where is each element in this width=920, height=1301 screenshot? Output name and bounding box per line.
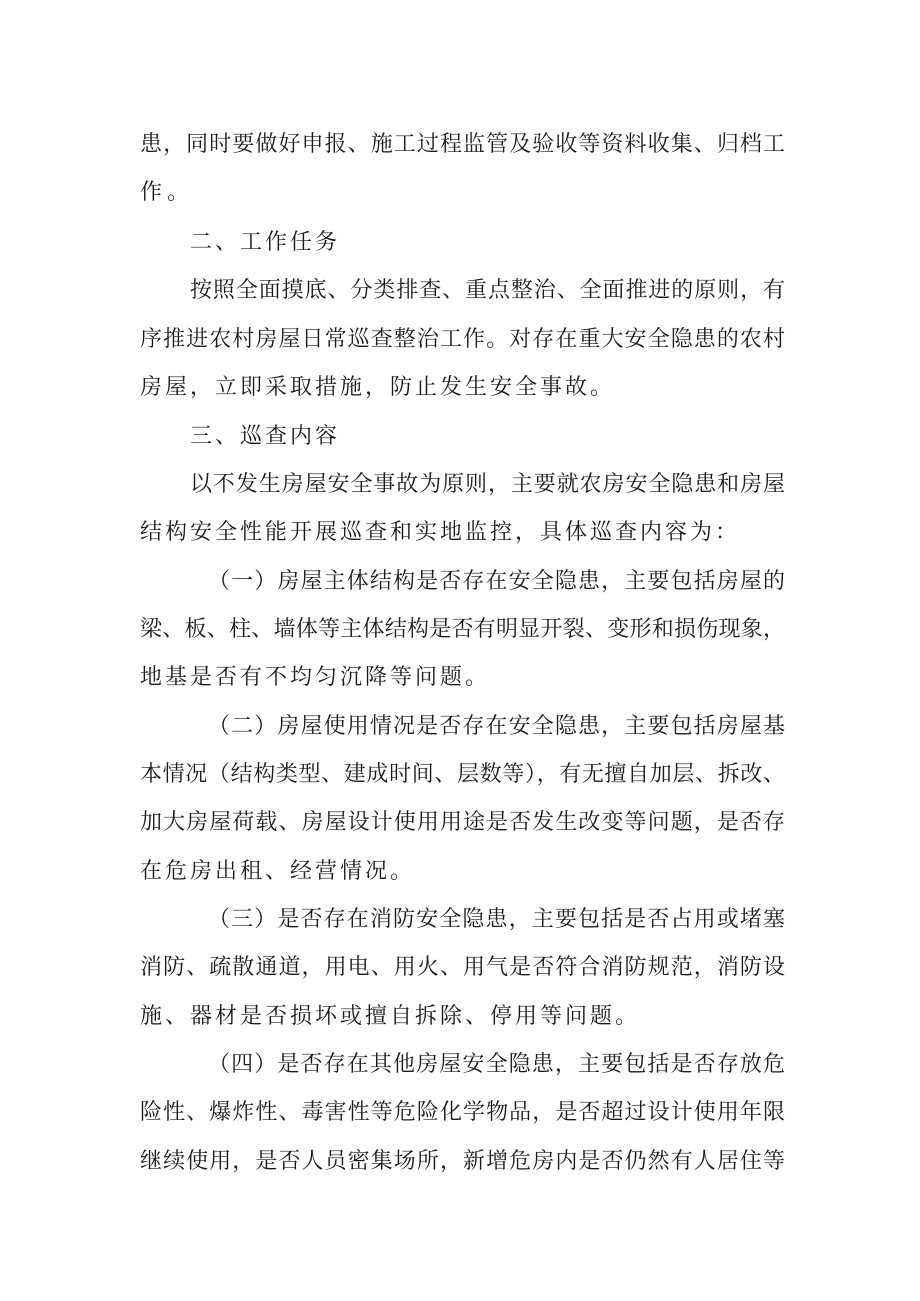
paragraph-line: 在危房出租、经营情况。 [140, 859, 416, 884]
paragraph-line: 结构安全性能开展巡查和实地监控，具体巡查内容为： [140, 520, 741, 545]
paragraph-line: 作。 [140, 180, 195, 205]
paragraph-line: 梁、板、柱、墙体等主体结构是否有明显开裂、变形和损伤现象， [140, 617, 785, 642]
paragraph-line: 患，同时要做好申报、施工过程监管及验收等资料收集、归档工 [140, 132, 785, 157]
paragraph-line: （三）是否存在消防安全隐患，主要包括是否占用或堵塞 [208, 907, 785, 932]
paragraph-line: （四）是否存在其他房屋安全隐患，主要包括是否存放危 [208, 1052, 785, 1077]
section-heading: 二、工作任务 [190, 230, 341, 255]
paragraph-line: 地基是否有不均匀沉降等问题。 [140, 665, 491, 690]
paragraph-line: （一）房屋主体结构是否存在安全隐患，主要包括房屋的 [208, 569, 785, 594]
paragraph-line: 按照全面摸底、分类排查、重点整治、全面推进的原则，有 [190, 278, 785, 303]
paragraph-line: 以不发生房屋安全事故为原则，主要就农房安全隐患和房屋 [190, 472, 785, 497]
paragraph-line: 房屋，立即采取措施，防止发生安全事故。 [140, 375, 616, 400]
paragraph-line: （二）房屋使用情况是否存在安全隐患，主要包括房屋基 [208, 714, 785, 739]
paragraph-line: 本情况（结构类型、建成时间、层数等），有无擅自加层、拆改、 [140, 762, 785, 787]
paragraph-line: 序推进农村房屋日常巡查整治工作。对存在重大安全隐患的农村 [140, 327, 785, 352]
section-heading: 三、巡查内容 [190, 424, 341, 449]
paragraph-line: 险性、爆炸性、毒害性等危险化学物品，是否超过设计使用年限 [140, 1100, 785, 1125]
paragraph-line: 施、器材是否损坏或擅自拆除、停用等问题。 [140, 1004, 641, 1029]
paragraph-line: 消防、疏散通道，用电、用火、用气是否符合消防规范，消防设 [140, 955, 785, 980]
paragraph-line: 加大房屋荷载、房屋设计使用用途是否发生改变等问题，是否存 [140, 810, 785, 835]
paragraph-line: 继续使用，是否人员密集场所，新增危房内是否仍然有人居住等 [140, 1149, 785, 1174]
